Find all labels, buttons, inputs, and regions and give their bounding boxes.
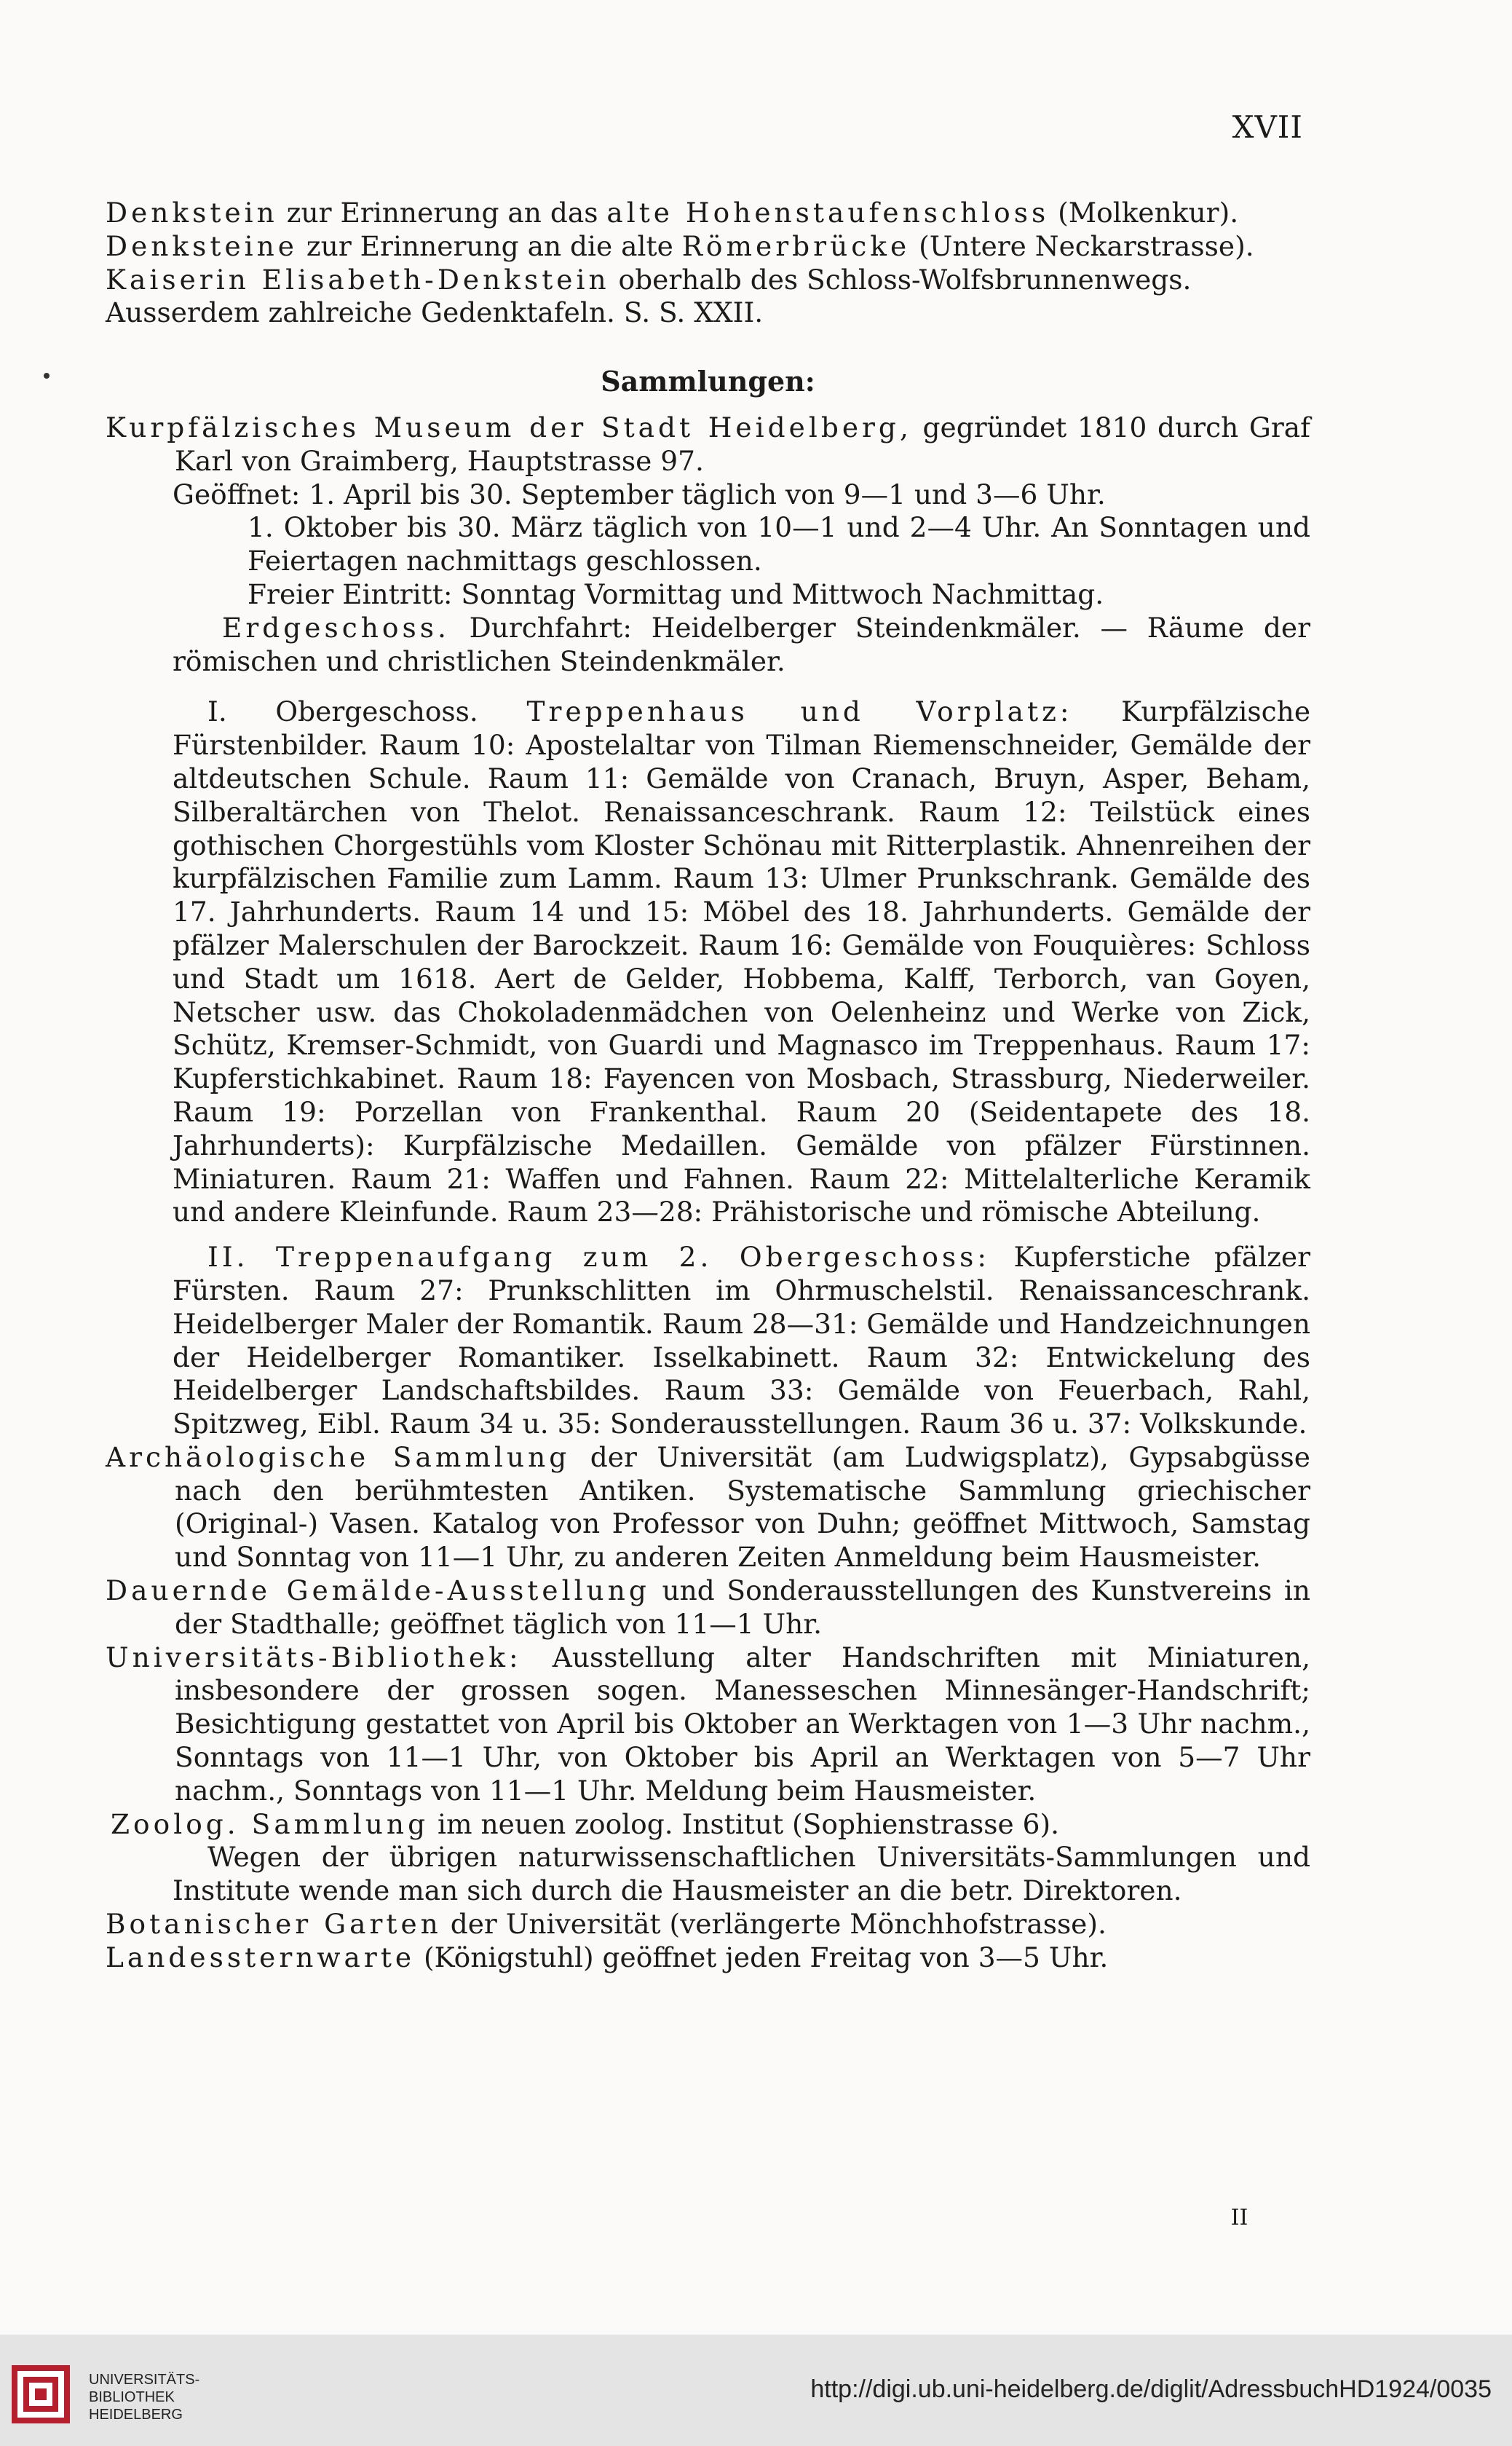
collection-note: Wegen der übrigen naturwissenschaftlichen Universitäts-Sammlungen und Institute wende man sich durch die Hausmeister an die betr. Direktoren. <box>173 1841 1310 1907</box>
section-heading: Sammlungen: <box>601 365 815 398</box>
museum-entry: Kurpfälzisches Museum der Stadt Heidelberg, gegründet 1810 durch Graf Karl von Graimberg, Hauptstrasse 97. <box>106 411 1310 477</box>
collection-entry: Dauernde Gemälde-Ausstellung und Sonderausstellungen des Kunstvereins in der Stadthalle; geöffnet täglich von 11—1 Uhr. <box>106 1574 1310 1640</box>
intro-line: Ausserdem zahlreiche Gedenktafeln. S. S. XXII. <box>106 296 764 329</box>
museum-free-entry: Freier Eintritt: Sonntag Vormittag und Mittwoch Nachmittag. <box>248 577 1104 610</box>
collection-entry: Botanischer Garten der Universität (verlängerte Mönchhofstrasse). <box>106 1908 1107 1941</box>
footer-bar <box>0 2335 1512 2446</box>
intro-line: Denksteine zur Erinnerung an die alte Römerbrücke (Untere Neckarstrasse). <box>106 229 1254 262</box>
intro-line: Denkstein zur Erinnerung an das alte Hohenstaufenschloss (Molkenkur). <box>106 197 1239 229</box>
document-body <box>106 197 1310 1975</box>
museum-hours-winter: 1. Oktober bis 30. März täglich von 10—1 und 2—4 Uhr. An Sonntagen und Feiertagen nachmittags geschlossen. <box>248 511 1310 577</box>
museum-second-floor: II. Treppenaufgang zum 2. Obergeschoss: Kupferstiche pfälzer Fürsten. Raum 27: Prunkschlitten im Ohrmuschelstil. Renaissanceschrank. Heidelberger Maler der Romantik. Raum 28—31: Gemälde und Handzeichnungen der Heidelberger Romantiker. Isselkabinett. Raum 32: Entwickelung des Heidelberger Landschaftsbildes. Raum 33: Gemälde von Feuerbach, Rahl, Spitzweg, Eibl. Raum 34 u. 35: Sonderausstellungen. Raum 36 u. 37: Volkskunde. <box>173 1241 1311 1440</box>
collection-entry: Universitäts-Bibliothek: Ausstellung alter Handschriften mit Miniaturen, insbesondere der grossen sogen. Manesseschen Minnesänger-Handschrift; Besichtigung gestattet von April bis Oktober an Werktagen von 1—3 Uhr nachm., Sonntags von 11—1 Uhr, von Oktober bis April an Werktagen von 5—7 Uhr nachm., Sonntags von 11—1 Uhr. Meldung beim Hausmeister. <box>106 1641 1310 1807</box>
museum-hours: Geöffnet: 1. April bis 30. September täglich von 9—1 und 3—6 Uhr. <box>173 478 1106 510</box>
margin-dot <box>44 373 50 379</box>
collection-entry: Zoolog. Sammlung im neuen zoolog. Institut (Sophienstrasse 6). <box>111 1807 1060 1840</box>
page-number: XVII <box>1232 109 1303 145</box>
collection-entry: Landessternwarte (Königstuhl) geöffnet jeden Freitag von 3—5 Uhr. <box>106 1941 1109 1973</box>
intro-line: Kaiserin Elisabeth-Denkstein oberhalb des Schloss-Wolfsbrunnenwegs. <box>106 263 1192 296</box>
museum-first-floor: I. Obergeschoss. Treppenhaus und Vorplatz: Kurpfälzische Fürstenbilder. Raum 10: Apostelaltar von Tilman Riemenschneider, Gemälde der altdeutschen Schule. Raum 11: Gemälde von Cranach, Bruyn, Asper, Beham, Silberaltärchen von Thelot. Renaissanceschrank. Raum 12: Teilstück eines gothischen Chorgestühls vom Kloster Schönau mit Ritterplastik. Ahnenreihen der kurpfälzischen Familie zum Lamm. Raum 13: Ulmer Prunkschrank. Gemälde des 17. Jahrhunderts. Raum 14 und 15: Möbel des 18. Jahrhunderts. Gemälde der pfälzer Malerschulen der Barockzeit. Raum 16: Gemälde von Fouquières: Schloss und Stadt um 1618. Aert de Gelder, Hobbema, Kalff, Terborch, van Goyen, Netscher usw. das Chokoladenmädchen von Oelenheinz und Werke von Zick, Schütz, Kremser-Schmidt, von Guardi und Magnasco im Treppenhaus. Raum 17: Kupferstichkabinet. Raum 18: Fayencen von Mosbach, Strassburg, Niederweiler. Raum 19: Porzellan von Frankenthal. Raum 20 (Seidentapete des 18. Jahrhunderts): Kurpfälzische Medaillen. Gemälde von pfälzer Fürstinnen. Miniaturen. Raum 21: Waffen und Fahnen. Raum 22: Mittelalterliche Keramik und andere Kleinfunde. Raum 23—28: Prähistorische und römische Abteilung. <box>173 695 1311 1228</box>
collection-entry: Archäologische Sammlung der Universität (am Ludwigsplatz), Gypsabgüsse nach den berühmtesten Antiken. Systematische Sammlung griechischer (Original-) Vasen. Katalog von Professor von Duhn; geöffnet Mittwoch, Samstag und Sonntag von 11—1 Uhr, zu anderen Zeiten Anmeldung beim Hausmeister. <box>106 1440 1310 1574</box>
library-name: UNIVERSITÄTS- BIBLIOTHEK HEIDELBERG <box>89 2372 200 2423</box>
source-url-link[interactable]: http://digi.ub.uni-heidelberg.de/diglit/AdressbuchHD1924/0035 <box>810 2375 1492 2403</box>
university-library-logo-icon <box>7 2361 74 2428</box>
museum-ground-floor: Erdgeschoss. Durchfahrt: Heidelberger Steindenkmäler. — Räume der römischen und christlichen Steindenkmäler. <box>173 611 1310 677</box>
sheet-signature: II <box>1230 2205 1248 2230</box>
